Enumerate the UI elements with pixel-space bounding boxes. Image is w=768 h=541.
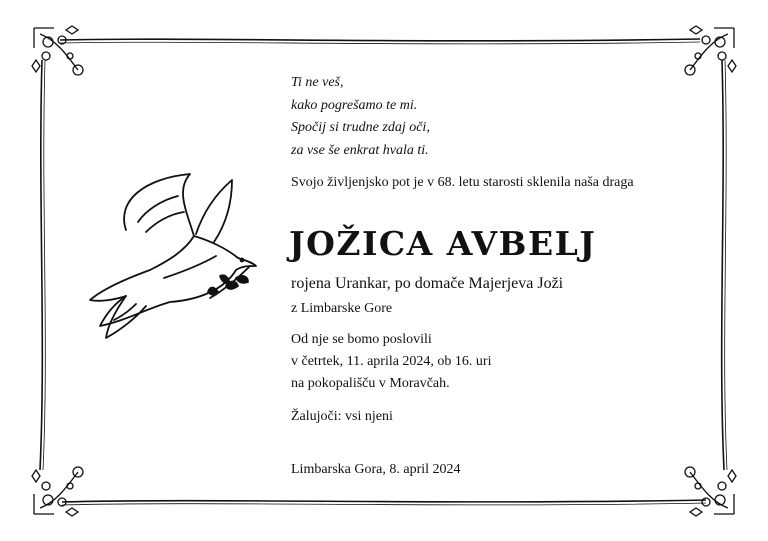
birth-name-text: rojena Urankar, po domače Majerjeva Joži [291, 275, 564, 292]
floral-corner-ornament-icon [672, 20, 742, 90]
dove-with-olive-branch-icon [86, 170, 258, 346]
floral-corner-ornament-icon [26, 452, 96, 522]
deceased-name: JOŽICA AVBELJ [289, 224, 597, 263]
floral-corner-ornament-icon [26, 20, 96, 90]
origin-text: z Limbarske Gore [291, 301, 393, 316]
place-date-text: Limbarska Gora, 8. april 2024 [291, 462, 461, 477]
poem-line: za vse še enkrat hvala ti. [291, 142, 429, 158]
poem-line: Ti ne veš, [291, 75, 344, 90]
funeral-line: na pokopališču v Moravčah. [291, 376, 450, 391]
intro-text: Svojo življenjsko pot je v 68. letu starosti sklenila naša draga [291, 175, 634, 190]
funeral-line: Od nje se bomo poslovili [291, 332, 432, 347]
mourners-text: Žalujoči: vsi njeni [291, 409, 393, 424]
funeral-line: v četrtek, 11. aprila 2024, ob 16. uri [291, 354, 492, 369]
memorial-poem [291, 72, 430, 162]
poem-line: Spočij si trudne zdaj oči, [291, 120, 430, 135]
poem-line: kako pogrešamo te mi. [291, 97, 418, 113]
funeral-details [291, 329, 491, 395]
floral-corner-ornament-icon [672, 452, 742, 522]
